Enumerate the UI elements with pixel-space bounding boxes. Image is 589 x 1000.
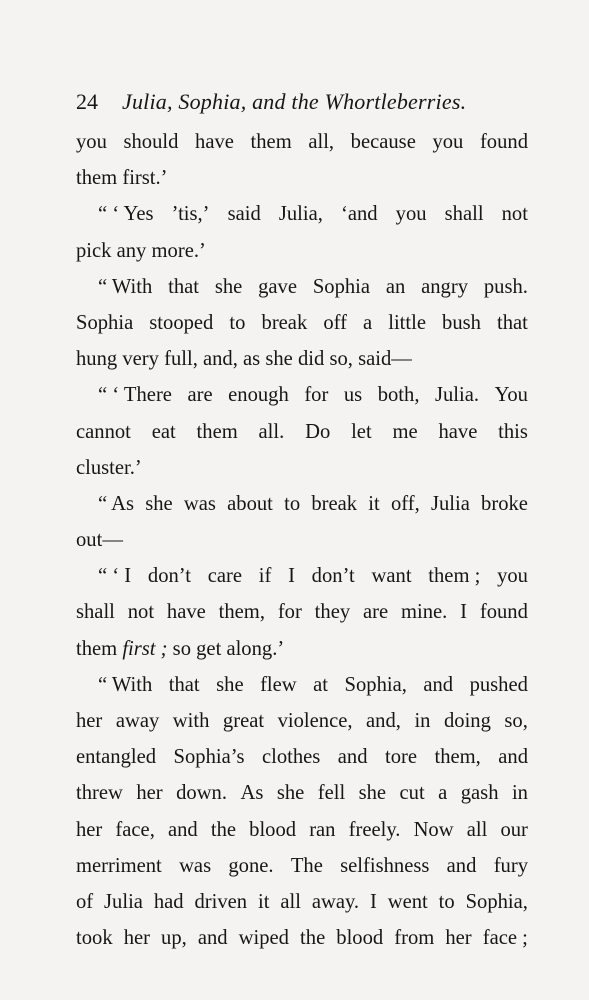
word: freely. — [348, 818, 401, 841]
word: let — [351, 420, 372, 443]
page-number: 24 — [76, 89, 98, 114]
word: took — [76, 927, 113, 950]
word: with — [172, 710, 210, 732]
word: our — [500, 818, 528, 841]
text-line — [76, 196, 528, 232]
word: threw — [76, 782, 123, 805]
word: you — [76, 131, 107, 153]
word: that — [168, 275, 199, 298]
word: them ; — [428, 565, 481, 588]
word: for — [277, 601, 302, 624]
word: up, — [161, 927, 187, 950]
word: from — [394, 927, 435, 950]
text-line — [76, 522, 528, 558]
word: they — [314, 601, 351, 624]
word: wiped — [238, 927, 289, 950]
word: pushed — [469, 673, 528, 696]
word: more.’ — [151, 239, 206, 262]
word: an — [385, 275, 406, 298]
word: her — [76, 710, 103, 732]
word: very — [122, 348, 159, 371]
word: us — [343, 384, 363, 407]
word: Julia, — [278, 203, 323, 226]
text-line — [76, 450, 528, 486]
word: bush — [442, 311, 481, 334]
word: of — [76, 890, 94, 913]
text-segment: them — [76, 637, 123, 660]
word: and, — [203, 348, 238, 371]
word: cluster.’ — [76, 456, 142, 479]
word: don’t — [147, 565, 191, 588]
text-line — [76, 775, 528, 811]
word: driven — [194, 890, 248, 913]
word: broke — [481, 492, 528, 515]
word: Sophia, — [465, 890, 528, 913]
word: her — [445, 927, 472, 950]
word: “ With — [98, 673, 153, 696]
word: Now — [413, 818, 454, 841]
word: cannot — [76, 420, 131, 443]
word: as — [243, 348, 261, 371]
text-line — [76, 124, 528, 160]
word: to — [438, 890, 455, 913]
word: fury — [493, 854, 528, 877]
word: are — [362, 601, 389, 624]
word: break — [261, 311, 308, 334]
word: at — [313, 673, 329, 696]
word: said— — [358, 348, 412, 371]
word: tore — [384, 746, 417, 769]
word: was — [179, 854, 212, 877]
word: and — [498, 746, 528, 769]
word: full, — [164, 348, 198, 371]
word: “ ‘ Yes — [98, 203, 154, 226]
word: Do — [305, 420, 331, 443]
story-text — [76, 124, 528, 956]
word: it — [257, 890, 270, 913]
word: stooped — [149, 311, 214, 334]
word: “ ‘ There — [98, 384, 172, 407]
text-segment: so get along.’ — [167, 637, 285, 660]
word: I — [288, 565, 295, 588]
word: had — [153, 890, 184, 913]
word: away. — [311, 890, 360, 913]
word: clothes — [261, 746, 321, 769]
text-line — [76, 631, 528, 667]
text-line — [76, 269, 528, 305]
word: Julia — [430, 492, 470, 515]
word: me — [392, 420, 418, 443]
word: them — [196, 420, 238, 443]
word: push. — [483, 275, 528, 298]
word: and — [423, 673, 454, 696]
word: Sophia, — [344, 673, 407, 696]
text-line — [76, 305, 528, 341]
word: if — [258, 565, 272, 588]
word: and — [167, 818, 198, 841]
text-line — [76, 703, 528, 739]
word: down. — [176, 782, 228, 805]
word: angry — [421, 275, 469, 298]
word: face, — [115, 818, 155, 841]
text-line — [76, 739, 528, 775]
word: that — [168, 673, 200, 696]
word: Sophia’s — [173, 746, 245, 769]
word: not — [501, 203, 528, 226]
word: her — [136, 782, 163, 805]
text-line — [76, 486, 528, 522]
word: all. — [258, 420, 285, 443]
word: to — [229, 311, 246, 334]
word: ’tis,’ — [171, 203, 210, 226]
word: she — [216, 673, 244, 696]
word: in — [511, 782, 528, 805]
word: shall — [444, 203, 484, 226]
word: doing — [443, 710, 491, 732]
text-line — [76, 884, 528, 920]
word: found — [479, 131, 528, 153]
word: she — [145, 492, 173, 515]
word: Julia. — [435, 384, 480, 407]
word: a — [438, 782, 448, 805]
word: You — [494, 384, 528, 407]
word: them — [250, 131, 292, 153]
word: mine. — [400, 601, 448, 624]
text-line — [76, 920, 528, 956]
word: all — [280, 890, 301, 913]
word: for — [304, 384, 329, 407]
word: any — [116, 239, 147, 262]
word: said — [227, 203, 261, 226]
word: “ ‘ I — [98, 565, 132, 588]
text-line — [76, 667, 528, 703]
word: ‘and — [341, 203, 378, 226]
running-head — [76, 86, 536, 118]
word: that — [497, 311, 528, 334]
word: “ As — [98, 492, 135, 515]
word: flew — [260, 673, 297, 696]
word: care — [207, 565, 243, 588]
word: break — [311, 492, 358, 515]
word: them — [76, 167, 118, 190]
word: merriment — [76, 854, 162, 877]
word: have — [438, 420, 478, 443]
word: she — [276, 782, 305, 805]
word: shall — [76, 601, 115, 624]
word: entangled — [76, 746, 157, 769]
word: blood — [249, 818, 297, 841]
word: them, — [434, 746, 481, 769]
word: have — [166, 601, 206, 624]
text-line — [76, 558, 528, 594]
text-line — [76, 848, 528, 884]
word: she — [214, 275, 243, 298]
word: are — [187, 384, 213, 407]
word: enough — [228, 384, 289, 407]
word: to — [284, 492, 301, 515]
word: gone. — [228, 854, 274, 877]
running-title: Julia, Sophia, and the Whortleberries. — [122, 89, 467, 114]
word: off, — [390, 492, 420, 515]
word: a — [363, 311, 373, 334]
word: and — [337, 746, 368, 769]
word: gave — [258, 275, 297, 298]
word: violence, — [277, 710, 353, 732]
word: The — [290, 854, 323, 877]
text-line — [76, 594, 528, 630]
word: not — [127, 601, 155, 624]
word: blood — [336, 927, 384, 950]
word: all, — [308, 131, 335, 153]
word: face ; — [482, 927, 528, 950]
word: should — [123, 131, 179, 153]
word: both, — [377, 384, 420, 407]
word: ran — [309, 818, 336, 841]
text-line — [76, 812, 528, 848]
word: pick — [76, 239, 112, 262]
word: her — [123, 927, 150, 950]
word: this — [498, 420, 528, 443]
word: first.’ — [122, 167, 168, 190]
word: the — [300, 927, 326, 950]
text-line — [76, 377, 528, 413]
word: she — [358, 782, 387, 805]
word: “ With — [98, 275, 153, 298]
text-line — [76, 341, 528, 377]
text-line — [76, 233, 528, 269]
emphasized-word: first ; — [122, 637, 168, 660]
word: so, — [504, 710, 528, 732]
word: out— — [76, 529, 123, 552]
word: because — [350, 131, 416, 153]
word: was — [183, 492, 216, 515]
word: did — [297, 348, 325, 371]
word: Julia — [104, 890, 143, 913]
word: her — [76, 818, 103, 841]
word: the — [210, 818, 237, 841]
word: As — [240, 782, 264, 805]
word: so, — [329, 348, 353, 371]
word: about — [227, 492, 273, 515]
word: you — [497, 565, 528, 588]
word: don’t — [311, 565, 355, 588]
word: you — [432, 131, 464, 153]
word: I — [460, 601, 467, 624]
word: fell — [317, 782, 346, 805]
word: little — [388, 311, 426, 334]
word: it — [368, 492, 380, 515]
word: in — [414, 710, 431, 732]
word: selfishness — [340, 854, 430, 877]
text-line — [76, 414, 528, 450]
word: I — [369, 890, 377, 913]
word: them, — [218, 601, 265, 624]
word: Sophia — [312, 275, 371, 298]
word: hung — [76, 348, 118, 371]
word: went — [387, 890, 428, 913]
word: found — [479, 601, 528, 624]
text-line — [76, 160, 528, 196]
word: eat — [151, 420, 176, 443]
word: gash — [460, 782, 499, 805]
word: she — [265, 348, 293, 371]
word: and — [446, 854, 477, 877]
word: all — [466, 818, 488, 841]
word: off — [323, 311, 347, 334]
word: have — [195, 131, 234, 153]
word: cut — [399, 782, 425, 805]
word: great — [222, 710, 265, 732]
word: and — [197, 927, 228, 950]
word: Sophia — [76, 311, 134, 334]
word: away — [115, 710, 160, 732]
word: you — [395, 203, 427, 226]
word: and, — [366, 710, 401, 732]
word: want — [371, 565, 412, 588]
